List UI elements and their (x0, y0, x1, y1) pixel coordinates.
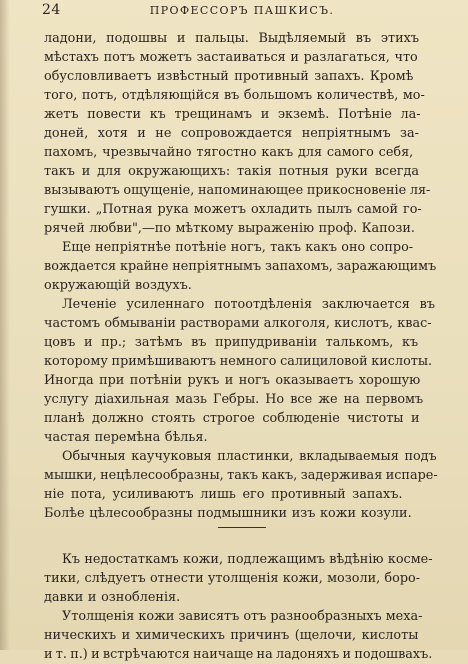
text-line: жетъ повести къ трещинамъ и экземѣ. Потѣніе ла- (44, 107, 421, 122)
running-head-title: ПРОФЕССОРЪ ПАШКИСЪ. (149, 4, 335, 17)
text-line: ническихъ и химическихъ причинъ (щелочи, кислоты (44, 628, 419, 643)
text-line: Еще непріятнѣе потѣніе ногъ, такъ какъ оно сопро- (62, 240, 414, 255)
text-line: такъ и для окружающихъ: такія потныя руки всегда (44, 164, 419, 179)
text-line: Утолщенія кожи зависятъ отъ разнообразныхъ меха- (62, 609, 423, 624)
text-line: мышки, нецѣлесообразны, такъ какъ, задерживая испаре- (44, 468, 438, 483)
text-line: частая перемѣна бѣлья. (44, 430, 208, 445)
text-line: Къ недостаткамъ кожи, подлежащимъ вѣдѣнію косме- (62, 552, 433, 567)
running-head (0, 0, 468, 22)
text-line: вождается крайне непріятнымъ запахомъ, заражающимъ (44, 259, 437, 274)
page-gutter-shadow (0, 0, 10, 650)
text-line: Обычныя каучуковыя пластинки, вкладываемыя подъ (62, 449, 437, 464)
text-line: Иногда при потѣніи рукъ и ногъ оказываетъ хорошую (44, 373, 421, 388)
text-line: Болѣе цѣлесообразны подмышники изъ кожи козули. (44, 506, 412, 521)
text-line: ладони, подошвы и пальцы. Выдѣляемый въ этихъ (44, 31, 419, 46)
text-line: цовъ и пр.; затѣмъ въ припудриваніи талькомъ, къ (44, 335, 419, 350)
text-line: тики, слѣдуетъ отнести утолщенія кожи, мозоли, боро- (44, 571, 421, 586)
text-line: вызываютъ ощущеніе, напоминающее прикосновеніе ля- (44, 183, 431, 198)
text-line: мѣстахъ потъ можетъ застаиваться и разлагаться, что (44, 50, 418, 65)
text-line: пахомъ, чрезвычайно тягостно какъ для самого себя, (44, 145, 414, 160)
text-line: давки и ознобленія. (44, 590, 181, 605)
text-line: ніе пота, усиливаютъ лишь его противный запахъ. (44, 487, 403, 502)
text-line: Леченіе усиленнаго потоотдѣленія заключается въ (62, 297, 435, 312)
text-line: обусловливаетъ извѣстный противный запахъ. Кромѣ (44, 69, 414, 84)
text-line: которому примѣшиваютъ немного салициловой кислоты. (44, 354, 433, 369)
page-number: 24 (42, 2, 61, 18)
text-line: гушки. „Потная рука можетъ охладить пылъ самой го- (44, 202, 422, 217)
section-divider (218, 527, 266, 528)
text-line: того, потъ, отдѣляющійся въ большомъ количествѣ, мо- (44, 88, 425, 103)
text-line: услугу діахильная мазь Гебры. Но все же на первомъ (44, 392, 424, 407)
text-line: доней, хотя и не сопровождается непріятнымъ за- (44, 126, 419, 141)
text-line: частомъ обмываніи растворами алкоголя, кислотъ, квас- (44, 316, 432, 331)
text-line: окружающій воздухъ. (44, 278, 192, 293)
text-line: и т. п.) и встрѣчаются наичаще на ладоняхъ и подошвахъ. (44, 647, 433, 662)
text-line: рячей любви",—по мѣткому выраженію проф. Капози. (44, 221, 415, 236)
text-line: планѣ должно стоять строгое соблюденіе чистоты и (44, 411, 420, 426)
